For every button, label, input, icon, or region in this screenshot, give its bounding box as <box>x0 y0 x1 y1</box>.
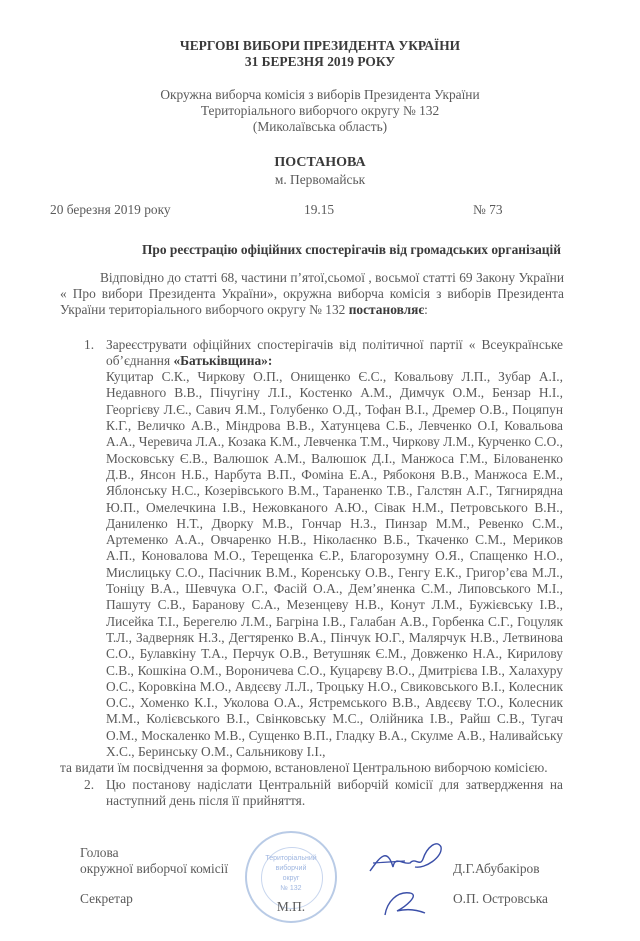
secretary-signature <box>375 887 435 917</box>
item-2-text: Цю постанову надіслати Центральній виборчій комісії для затвердження на наступний день після її прийняття. <box>106 776 563 808</box>
party-name: «Батьківщина»: <box>173 352 273 368</box>
observer-list: Куцитар С.К., Чиркову О.П., Онищенко Є.С., Ковальову Л.П., Зубар А.І., Недавного В.В., Пічугіну Л.І., Костенко А.М., Димчук О.М., Бензар Н.І., Георгієву Л.Є., Савич Я.М., Голубенко О.Д., Тофан В.І., Дремер О.В., Поцяпун К.Г., Величко А.В., Міндрова В.В., Хатунцева С.Б., Левченко О.І, Ковальова А.А., Черевича Л.А., Козака К.М., Левченка Т.М., Чиркову Л.М., Курченко С.О., Московську Є.В., Валюшок А.М., Валюшок Д.І., Манжоса Г.М., Білованенко Д.В., Янсон Н.Б., Нарбута В.П., Фоміна Е.А., Рябоконя В.В., Манжоса Е.М., Яблонську Н.С., Козерівського В.М., Тараненко Т.В., Галстян А.Г., Тягнирядна Ю.П., Омелечкина І.В., Нежовканого А.Ю., Сівак Н.М., Петровського В.Н., Даниленко Н.Т., Дворку М.В., Гончар Н.З., Пинзар М.М., Ревенко С.М., Артеменко А.А., Овчаренко Н.В., Ніколаєнко В.Б., Ткаченко С.М., Мериков А.П., Коновалова М.О., Терещенка Є.Р., Благорозумну О.Я., Спащенко Н.О., Мислицьку С.О., Пасічник В.М., Коренську О.В., Генгу Е.К., Григор’єва М.Л., Тоніцу В.А., Шевчука О.Г., Фасій О.А., Дем’яненка С.М., Липовського М.І., Пашуту С.В., Баранову С.А., Мезенцеву Н.В., Конут Л.М., Бужієвську І.В., Лисейка Т.І., Берегелю Л.М., Багріна І.В., Галабан А.В., Горбенка С.Г., Гоцуляк Т.Л., Задверняк Н.З., Дегтяренко В.А., Пінчук Ю.Г., Малярчук Н.В., Летвинова С.О., Булавкіну Т.А., Перчук О.В., Ветушняк Є.М., Довженко Н.А., Кирилову С.В., Кошкіна О.М., Вороничева С.О., Куцарєву В.О., Дмитрієва І.В., Халахуру О.С., Коровкіна М.О., Авдєєву Л.Л., Троцьку Н.О., Свиковського В.І., Колесник О.С., Хоменко К.І., Уколова О.А., Ястремського В.В., Авдєєву Т.О., Колесник М.М., Колієвського В.І., Свінковську М.С., Олійника І.В., Райш С.В., Тугач О.М., Москаленко М.В., Сущенко В.П., Гладку В.А., Скулме А.В., Наливайську Х.С., Беринську О.М., Сальникову І.І., <box>106 369 563 759</box>
preamble <box>60 270 564 319</box>
secretary-title: Секретар <box>80 891 133 907</box>
item-1-continuation: та видати їм посвідчення за формою, встановленої Центральною виборчою комісією. <box>60 760 548 776</box>
resolution-number: № 73 <box>473 202 503 218</box>
city: м. Первомайськ <box>274 171 366 187</box>
document-type: ПОСТАНОВА <box>274 155 366 171</box>
seal-place: М.П. <box>276 899 306 915</box>
item-2 <box>84 777 563 810</box>
colon: : <box>424 302 428 318</box>
head-signature <box>365 837 445 882</box>
head-title: Голова <box>80 845 119 861</box>
signature-block <box>0 831 640 931</box>
item-2-number: 2. <box>84 776 95 792</box>
commission-name: Окружна виборча комісія з виборів Президента України <box>160 86 480 102</box>
stamp-text: № 132 <box>280 885 302 893</box>
secretary-name: О.П. Островська <box>453 891 548 907</box>
stamp-text: Територіальний <box>265 855 317 863</box>
subject-heading: Про реєстрацію офіційних спостерігачів від громадських організацій <box>142 242 561 258</box>
resolution-time: 19.15 <box>304 202 335 218</box>
election-title: ЧЕРГОВІ ВИБОРИ ПРЕЗИДЕНТА УКРАЇНИ <box>179 38 461 53</box>
head-name: Д.Г.Абубакіров <box>453 861 540 877</box>
head-title-2: окружної виборчої комісії <box>80 861 229 877</box>
item-1-text: Зареєструвати офіційних спостерігачів від політичної партії « Всеукраїнське об’єднання <box>106 336 563 368</box>
item-1 <box>84 337 563 761</box>
resolution-date: 20 березня 2019 року <box>50 202 171 218</box>
district-name: Територіального виборчого округу № 132 <box>200 102 440 118</box>
election-date: 31 БЕРЕЗНЯ 2019 РОКУ <box>244 54 396 70</box>
stamp-text: округ <box>282 875 300 883</box>
official-stamp <box>245 831 337 923</box>
preamble-text: Відповідно до статті 68, частини п’ятої,сьомої , восьмої статті 69 Закону України « Про вибори Президента України», окружна виборча комісія з виборів Президента України територіального виборчого округу № 132 <box>60 269 564 318</box>
date-row <box>0 202 640 218</box>
item-1-number: 1. <box>84 336 95 352</box>
region-name: (Миколаївська область) <box>252 119 388 135</box>
stamp-text: виборчий <box>275 865 307 873</box>
resolves-word: постановляє <box>348 302 425 318</box>
